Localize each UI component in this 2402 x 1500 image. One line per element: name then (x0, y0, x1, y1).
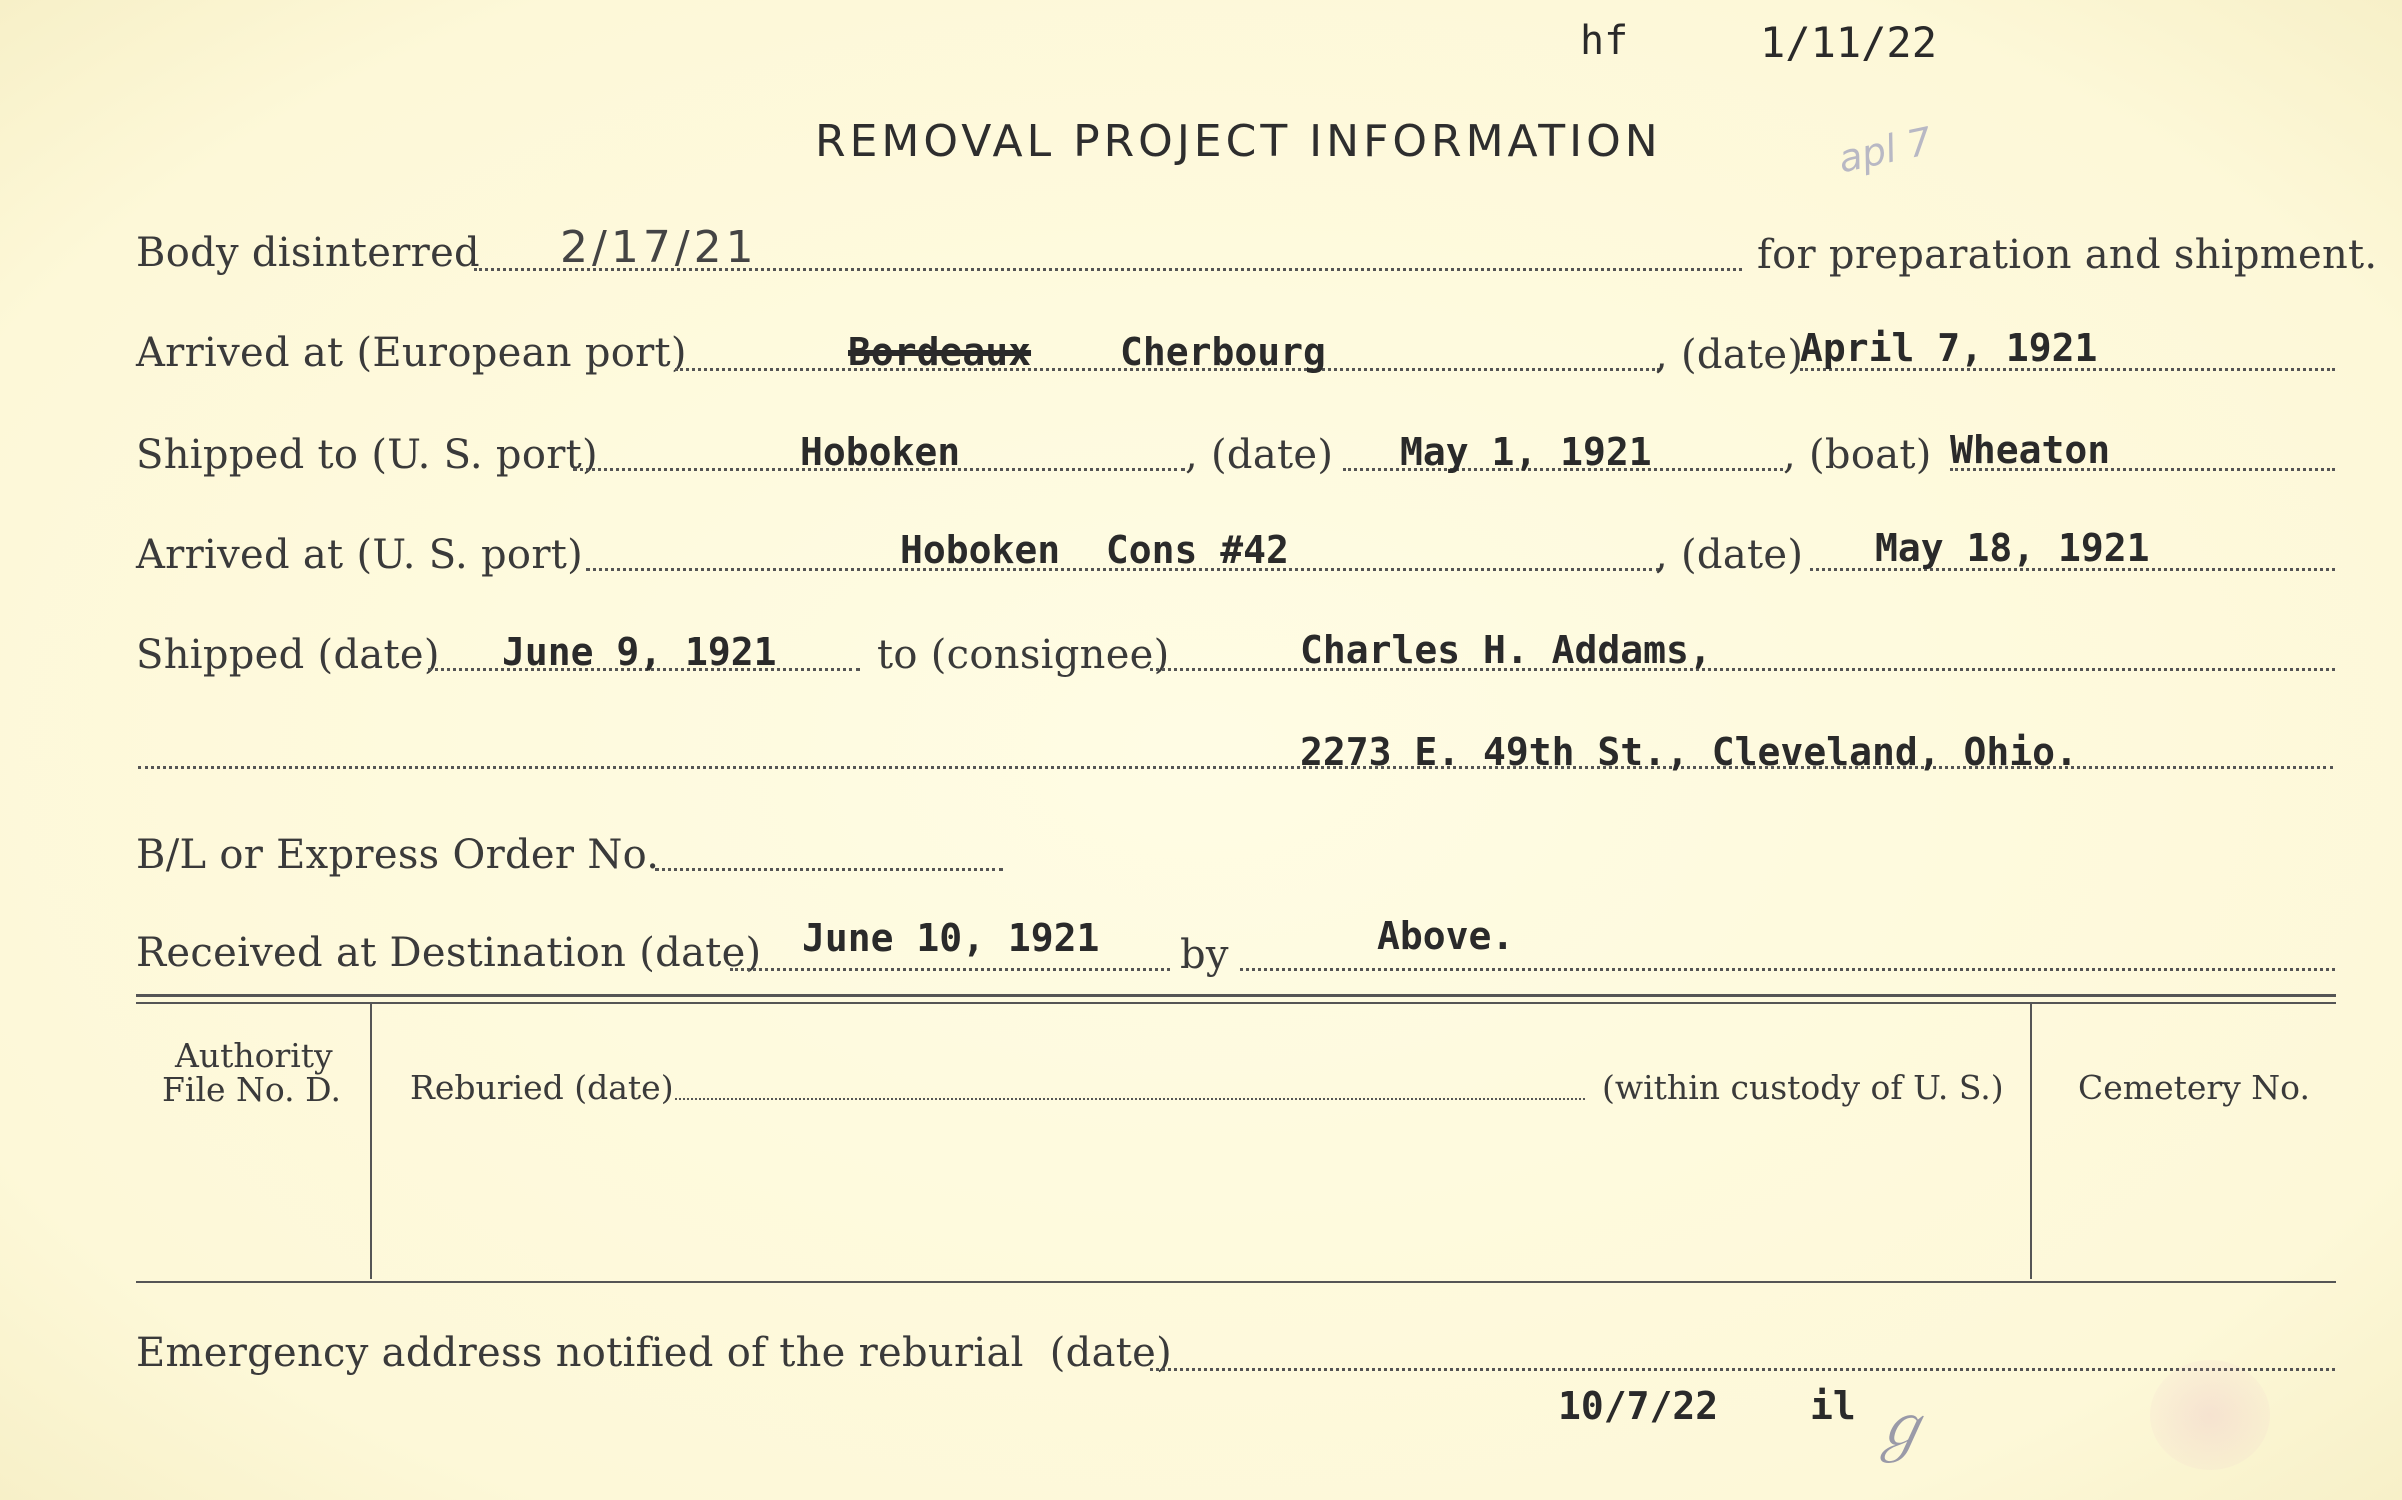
shipped-to-label: Shipped to (U. S. port) (136, 432, 598, 478)
european-port-struck: Bordeaux (848, 330, 1032, 374)
bl-line (655, 868, 1003, 871)
shipped-date-value: June 9, 1921 (502, 630, 777, 674)
received-by-value: Above. (1377, 914, 1515, 958)
received-label: Received at Destination (date) (136, 930, 762, 976)
table-bottom-rule (136, 1281, 2336, 1283)
disinterred-value: 2/17/21 (560, 222, 758, 273)
us-port-date-value: May 18, 1921 (1875, 526, 2150, 570)
shipped-to-date-value: May 1, 1921 (1400, 430, 1652, 474)
header-date-stamp: 1/11/22 (1760, 18, 1938, 67)
disinterred-suffix: for preparation and shipment. (1757, 232, 2378, 278)
shipped-to-boat-value: Wheaton (1950, 428, 2111, 472)
european-port-date-label: , (date) (1655, 332, 1804, 378)
european-port-label: Arrived at (European port) (136, 330, 687, 376)
european-port-date-value: April 7, 1921 (1800, 326, 2098, 370)
header-initials: hf (1580, 18, 1629, 64)
received-line (730, 968, 1170, 971)
received-by-line (1240, 968, 2335, 971)
emergency-label: Emergency address notified of the reburial (date) (136, 1330, 1172, 1376)
table-top-rule-2 (136, 1002, 2336, 1004)
authority-label-1: Authority (175, 1036, 333, 1075)
consignee-label: to (consignee) (877, 632, 1170, 678)
received-value: June 10, 1921 (802, 916, 1100, 960)
reburied-line (675, 1098, 1585, 1100)
address-value: 2273 E. 49th St., Cleveland, Ohio. (1300, 730, 2078, 774)
emergency-line (1150, 1368, 2335, 1371)
table-divider-left (370, 1004, 372, 1279)
reburied-label: Reburied (date) (410, 1068, 674, 1107)
page-title: REMOVAL PROJECT INFORMATION (815, 116, 1662, 167)
european-port-value: Cherbourg (1120, 330, 1326, 374)
shipped-to-date-label: , (date) (1185, 432, 1334, 478)
disinterred-label: Body disinterred (136, 230, 480, 276)
faint-stain (2150, 1360, 2270, 1470)
custody-label: (within custody of U. S.) (1602, 1068, 2004, 1107)
us-port-label: Arrived at (U. S. port) (136, 532, 584, 578)
bl-label: B/L or Express Order No. (136, 832, 660, 878)
shipped-to-boat-label: , (boat) (1783, 432, 1932, 478)
received-by-label: by (1180, 932, 1229, 978)
us-port-date-label: , (date) (1655, 532, 1804, 578)
emergency-stamp-date: 10/7/22 (1558, 1384, 1719, 1428)
consignee-value: Charles H. Addams, (1300, 628, 1712, 672)
authority-label-2: File No. D. (162, 1070, 341, 1109)
shipped-to-value: Hoboken (800, 430, 961, 474)
cemetery-label: Cemetery No. (2078, 1068, 2310, 1107)
shipped-date-label: Shipped (date) (136, 632, 440, 678)
table-top-rule (136, 994, 2336, 997)
emergency-stamp-initials: il (1810, 1384, 1856, 1428)
handwritten-mark: ℊ (1870, 1393, 1930, 1463)
pencil-note: apl 7 (1834, 118, 1936, 182)
us-port-value: Hoboken Cons #42 (900, 528, 1289, 572)
table-divider-right (2030, 1004, 2032, 1279)
